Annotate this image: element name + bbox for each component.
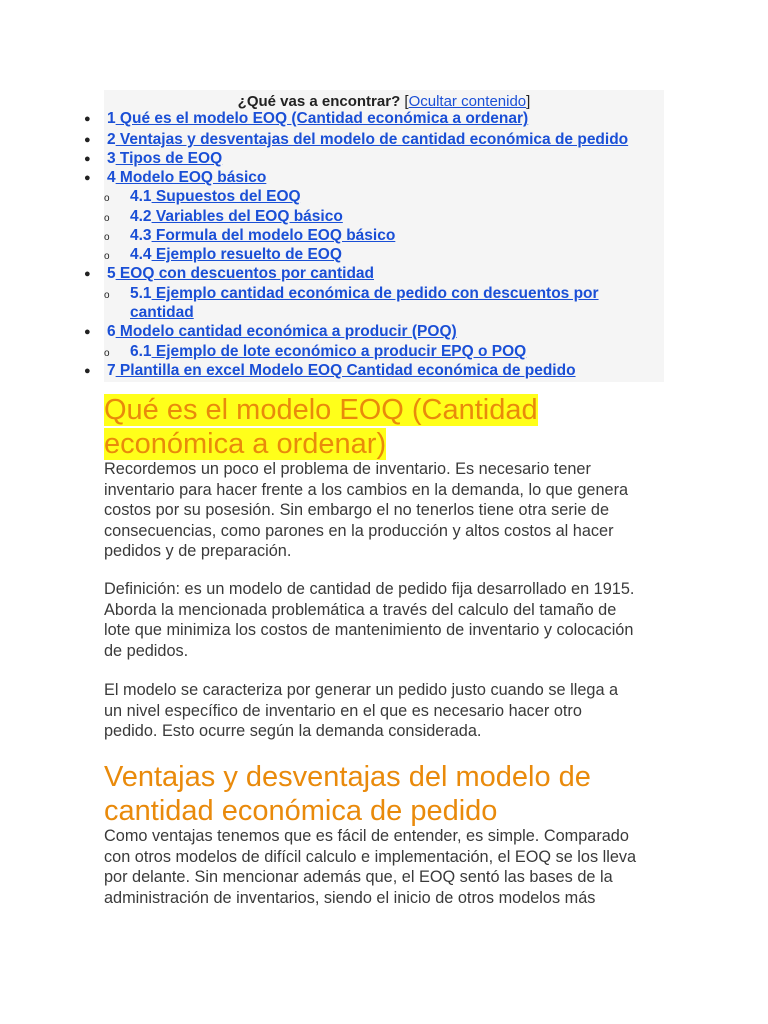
section1-heading xyxy=(104,393,538,461)
toc-item-4-4[interactable]: 4.4 Ejemplo resuelto de EOQ xyxy=(130,246,342,263)
toc-item-5[interactable]: 5 EOQ con descuentos por cantidad xyxy=(107,265,375,282)
bullet-icon: ● xyxy=(84,268,91,280)
section2-heading-line1: Ventajas y desventajas del modelo de xyxy=(104,761,591,793)
toc-item-4[interactable]: 4 Modelo EOQ básico xyxy=(107,169,267,186)
section2-heading xyxy=(104,760,591,828)
sub-bullet-icon: o xyxy=(104,213,110,224)
toc-toggle-close: ] xyxy=(526,93,531,110)
toc-item-6-1[interactable]: 6.1 Ejemplo de lote económico a producir EPQ o POQ xyxy=(130,343,527,360)
section2-heading-line2: cantidad económica de pedido xyxy=(104,795,498,827)
toc-item-3[interactable]: 3 Tipos de EOQ xyxy=(107,150,223,167)
toc-toggle-open: [ xyxy=(404,93,409,110)
section2-paragraph-1: Como ventajas tenemos que es fácil de entender, es simple. Comparado con otros modelos de difícil calculo e implementación, el EOQ se los lleva por delante. Sin mencionar además que, el EOQ sentó las bases de la administración de inventarios, siendo el inicio de otros modelos más xyxy=(104,827,637,907)
bullet-icon: ● xyxy=(84,326,91,338)
bullet-icon: ● xyxy=(84,134,91,146)
section1-paragraph-1: Recordemos un poco el problema de inventario. Es necesario tener inventario para hacer frente a los cambios en la demanda, lo que genera costos por su posesión. Sin embargo el no tenerlos tiene otra serie de consecuencias, como parones en la producción y altos costos al hacer pedidos y de preparación. xyxy=(104,460,629,560)
toc-item-4-3[interactable]: 4.3 Formula del modelo EOQ básico xyxy=(130,227,396,244)
section1-heading-line2: económica a ordenar) xyxy=(104,428,387,460)
section1-heading-line1: Qué es el modelo EOQ (Cantidad xyxy=(104,394,538,426)
sub-bullet-icon: o xyxy=(104,348,110,359)
toc-toggle-link[interactable]: Ocultar contenido xyxy=(408,93,527,110)
bullet-icon: ● xyxy=(84,172,91,184)
sub-bullet-icon: o xyxy=(104,251,110,262)
section1-paragraph-2: Definición: es un modelo de cantidad de pedido fija desarrollado en 1915. Aborda la mencionada problemática a través del calculo del tamaño de lote que minimiza los costos de mantenimiento de inventario y colocación de pedidos. xyxy=(104,580,635,660)
toc-item-4-2[interactable]: 4.2 Variables del EOQ básico xyxy=(130,208,343,225)
section1-paragraph-3: El modelo se caracteriza por generar un pedido justo cuando se llega a un nivel específico de inventario en el que es necesario hacer otro pedido. Esto ocurre según la demanda considerada. xyxy=(104,681,619,740)
toc-item-6[interactable]: 6 Modelo cantidad económica a producir (POQ) xyxy=(107,323,457,340)
toc-heading: ¿Qué vas a encontrar? xyxy=(237,93,401,110)
toc-item-1[interactable]: 1 Qué es el modelo EOQ (Cantidad económica a ordenar) xyxy=(107,110,529,127)
bullet-icon: ● xyxy=(84,113,91,125)
sub-bullet-icon: o xyxy=(104,290,110,301)
toc-item-7[interactable]: 7 Plantilla en excel Modelo EOQ Cantidad económica de pedido xyxy=(107,362,576,379)
sub-bullet-icon: o xyxy=(104,232,110,243)
bullet-icon: ● xyxy=(84,365,91,377)
toc-item-2[interactable]: 2 Ventajas y desventajas del modelo de cantidad económica de pedido xyxy=(107,131,629,148)
toc-item-5-1-cont[interactable]: cantidad xyxy=(130,304,194,321)
toc-item-4-1[interactable]: 4.1 Supuestos del EOQ xyxy=(130,188,301,205)
sub-bullet-icon: o xyxy=(104,193,110,204)
bullet-icon: ● xyxy=(84,153,91,165)
toc-item-5-1[interactable]: 5.1 Ejemplo cantidad económica de pedido con descuentos por xyxy=(130,285,599,302)
